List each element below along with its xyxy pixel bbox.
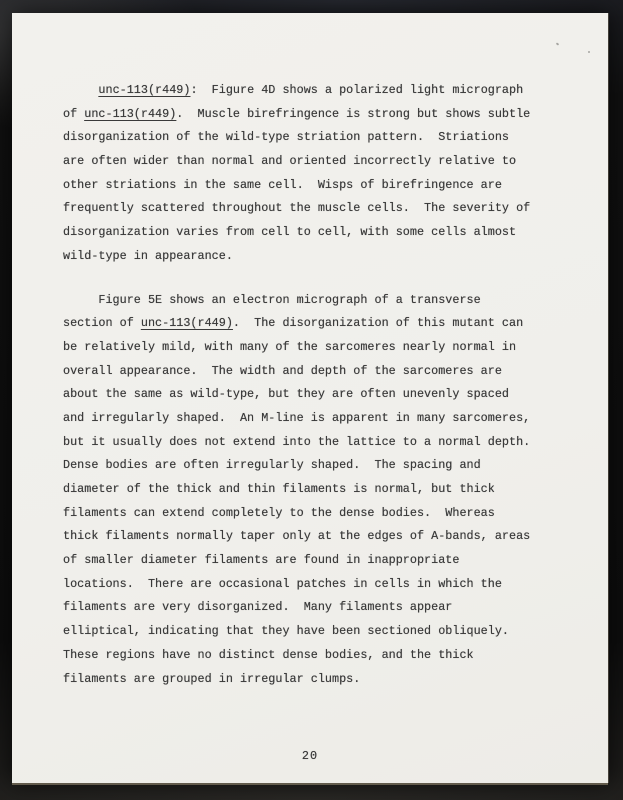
text-segment: be relatively mild, with many of the sarcomeres nearly normal in [63,339,517,354]
text-line [63,360,588,384]
text-line [63,197,588,221]
text-line [63,431,588,455]
text-line [63,668,588,692]
text-segment: are often wider than normal and oriented incorrectly relative to [63,154,517,169]
page-text [63,79,588,691]
text-segment: frequently scattered throughout the muscle cells. The severity of [63,201,531,216]
underlined-gene-name: unc-113(r449) [84,106,177,121]
text-segment: Dense bodies are often irregularly shaped. The spacing and [63,458,481,473]
text-line [63,245,588,269]
text-line [63,644,588,668]
text-line [63,289,588,313]
text-segment: : Figure 4D shows a polarized light micrograph [190,83,524,97]
scan-speckle [588,51,590,53]
text-line [63,407,588,431]
text-line [63,502,588,526]
text-line [63,79,588,103]
text-segment: Figure 5E shows an electron micrograph of a transverse [63,292,481,307]
text-segment: disorganization of the wild-type striation pattern. Striations [63,130,509,145]
text-line [63,596,588,620]
text-line [63,454,588,478]
text-segment: elliptical, indicating that they have been sectioned obliquely. [63,624,509,639]
scan-speckle [556,42,560,45]
text-segment: of [63,106,85,121]
text-segment: and irregularly shaped. An M-line is apparent in many sarcomeres, [63,410,531,425]
text-line [63,383,588,407]
paragraph [63,289,588,692]
text-segment: overall appearance. The width and depth of the sarcomeres are [63,363,502,378]
text-segment: thick filaments normally taper only at the edges of A-bands, areas [63,529,531,544]
text-segment: other striations in the same cell. Wisps of birefringence are [63,177,502,192]
underlined-gene-name: unc-113(r449) [98,83,191,97]
text-segment: of smaller diameter filaments are found in inappropriate [63,553,460,568]
text-segment: diameter of the thick and thin filaments is normal, but thick [63,482,495,496]
text-line [63,221,588,245]
text-line [63,336,588,360]
text-segment: wild-type in appearance. [63,248,233,263]
text-segment: locations. There are occasional patches in cells in which the [63,576,502,591]
text-line [63,312,588,336]
text-segment: . The disorganization of this mutant can [232,316,524,331]
text-segment: These regions have no distinct dense bodies, and the thick [63,647,474,662]
text-segment: section of [63,316,141,331]
page-number: 20 [301,749,319,763]
text-segment: filaments can extend completely to the dense bodies. Whereas [63,505,495,520]
text-segment: about the same as wild-type, but they are often unevenly spaced [63,387,509,402]
text-segment: but it usually does not extend into the lattice to a normal depth. [63,434,531,449]
text-segment [63,83,98,97]
text-line [63,549,588,573]
text-line [63,150,588,174]
document-page [12,13,608,783]
text-line [63,573,588,597]
text-segment: . Muscle birefringence is strong but shows subtle [176,106,531,121]
underlined-gene-name: unc-113(r449) [140,316,233,331]
text-segment: disorganization varies from cell to cell, with some cells almost [63,225,517,240]
text-line [63,174,588,198]
text-line [63,620,588,644]
text-line [63,126,588,150]
text-line [63,525,588,549]
text-line [63,478,588,502]
paragraph [63,79,588,269]
text-line [63,103,588,127]
text-segment: filaments are very disorganized. Many filaments appear [63,600,453,615]
text-segment: filaments are grouped in irregular clumps. [63,671,361,686]
